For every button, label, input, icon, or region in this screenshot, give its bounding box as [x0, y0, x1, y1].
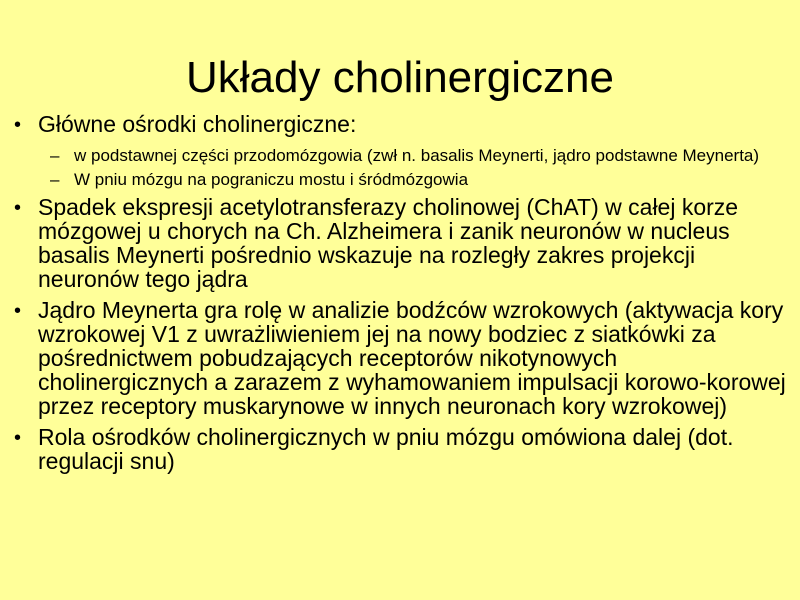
slide-title: Układy cholinergiczne — [186, 53, 614, 102]
bullet-text: Jądro Meynerta gra rolę w analizie bodźców wzrokowych (aktywacja kory wzrokowej V1 z uwrażliwieniem jej na nowy bodziec z siatkówki za pośrednictwem pobudzających receptorów nikotynowych cholinergicznych a zarazem z wyhamowaniem impulsacji korowo-korowej przez receptory muskarynowe w innych neuronach kory wzrokowej) — [38, 297, 786, 419]
bullet-text: Spadek ekspresji acetylotransferazy cholinowej (ChAT) w całej korze mózgowej u chorych na Ch. Alzheimera i zanik neuronów w nucleus basalis Meynerti pośrednio wskazuje na rozległy zakres projekcji neuronów tego jądra — [38, 194, 739, 292]
sub-bullet-text: w podstawnej części przodomózgowia (zwł n. basalis Meynerti, jądro podstawne Meynerta) — [74, 146, 760, 165]
bullet-item — [14, 298, 789, 418]
bullet-item — [14, 425, 789, 473]
bullet-dot-icon: • — [14, 427, 22, 449]
sub-bullet-item — [50, 146, 789, 165]
bullet-text: Rola ośrodków cholinergicznych w pniu mózgu omówiona dalej (dot. regulacji snu) — [38, 424, 734, 474]
bullet-item — [14, 112, 789, 136]
bullet-dot-icon: • — [14, 114, 22, 136]
sub-bullet-item — [50, 170, 789, 189]
dash-icon: – — [50, 170, 60, 189]
sub-bullet-text: W pniu mózgu na pograniczu mostu i śródmózgowia — [74, 170, 469, 189]
bullet-item — [14, 195, 789, 291]
bullet-list — [14, 112, 789, 480]
bullet-dot-icon: • — [14, 197, 22, 219]
bullet-text: Główne ośrodki cholinergiczne: — [38, 111, 357, 137]
dash-icon: – — [50, 146, 60, 165]
bullet-dot-icon: • — [14, 300, 22, 322]
sub-bullet-list — [14, 146, 789, 189]
